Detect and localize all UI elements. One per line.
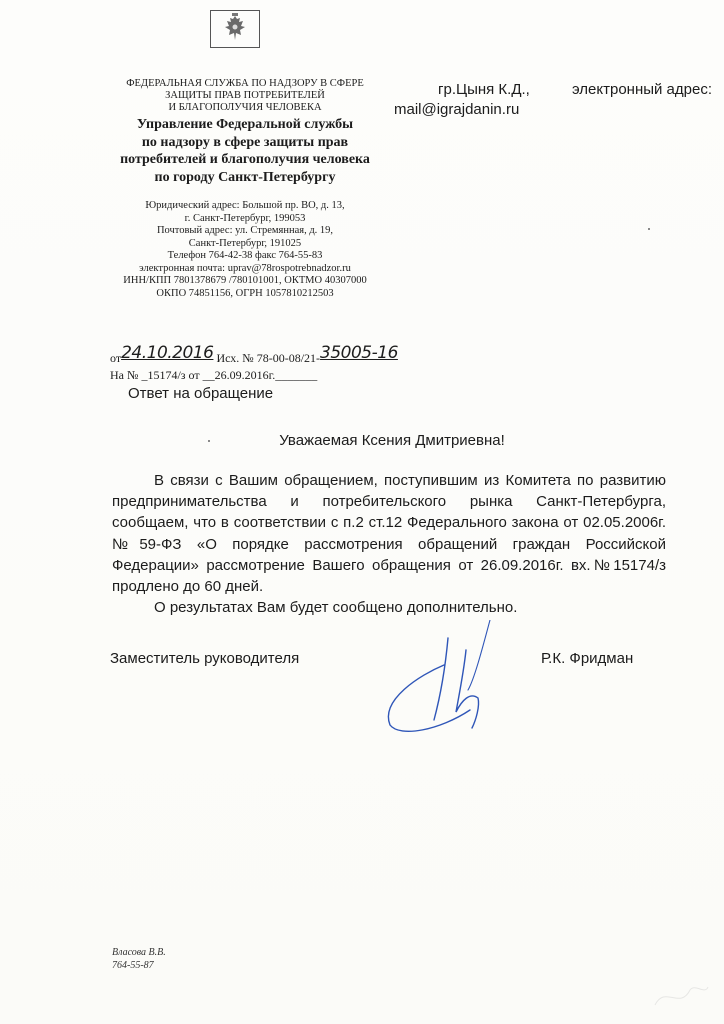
body-paragraph: О результатах Вам будет сообщено дополнительно. [154, 599, 518, 617]
agency-name [100, 78, 390, 114]
agency-line: И БЛАГОПОЛУЧИЯ ЧЕЛОВЕКА [168, 102, 322, 113]
outgoing-date: 24.10.2016 [121, 343, 214, 363]
salutation-text: Уважаемая Ксения Дмитриевна! [279, 432, 505, 449]
reference-registration [110, 368, 317, 383]
contact-line: ИНН/КПП 7801378679 /780101001, ОКТМО 40307000 [123, 275, 367, 286]
executor-info [112, 946, 166, 972]
scan-speck [648, 228, 650, 230]
letter-subject: Ответ на обращение [128, 385, 274, 402]
department-line: по городу Санкт-Петербургу [154, 169, 336, 185]
signatory-position: Заместитель руководителя [110, 650, 300, 667]
executor-name: Власова В.В. [112, 947, 166, 958]
faint-stamp-mark [650, 975, 710, 1015]
agency-line: ЗАЩИТЫ ПРАВ ПОТРЕБИТЕЛЕЙ [165, 90, 325, 101]
executor-phone: 764-55-87 [112, 960, 154, 971]
reference-number: _15174/з [141, 368, 186, 382]
contact-line: ОКПО 74851156, ОГРН 1057810212503 [156, 287, 334, 299]
sender-header [100, 78, 390, 300]
contact-line: Юридический адрес: Большой пр. ВО, д. 13, [145, 200, 345, 211]
reference-date-label: от [188, 368, 200, 382]
department-line: потребителей и благополучия человека [120, 152, 370, 167]
signatory-name: Р.К. Фридман [541, 650, 634, 667]
recipient-email-label: электронный адрес: [571, 81, 712, 98]
reference-date: __26.09.2016г._______ [202, 368, 318, 382]
handwritten-signature [370, 620, 510, 740]
sender-contacts [100, 200, 390, 300]
outgoing-registration [110, 343, 398, 367]
department-name [100, 116, 390, 186]
contact-line: Телефон 764-42-38 факс 764-55-83 [167, 250, 323, 261]
department-line: по надзору в сфере защиты прав [141, 134, 349, 150]
recipient-email: mail@igrajdanin.ru [394, 101, 520, 118]
recipient-block [394, 80, 712, 120]
outgoing-number-label: Исх. № 78-00-08/21- [216, 351, 321, 365]
body-paragraph: В связи с Вашим обращением, поступившим из Комитета по развитию предпринимательства и потребительского рынка Санкт-Петербурга, сообщаем, что в соответствии с п.2 ст.12 Федерального закона от 02.05.2006г. №59-ФЗ «О порядке рассмотрения обращений граждан Российской Федерации» рассмотрение Вашего обращения от 26.09.2016г. вх.№15174/з продлено до 60 дней. [112, 472, 666, 596]
from-prefix: от [110, 351, 122, 365]
reference-label: На № [110, 368, 139, 382]
contact-line: Санкт-Петербург, 191025 [188, 237, 302, 249]
salutation [0, 432, 724, 449]
outgoing-number: 35005-16 [320, 343, 398, 363]
department-line: Управление Федеральной службы [136, 117, 354, 132]
contact-line: Почтовый адрес: ул. Стремянная, д. 19, [156, 225, 334, 236]
recipient-name: гр.Цыня К.Д., [438, 81, 530, 98]
scan-speck [208, 440, 210, 442]
contact-line: электронная почта: uprav@78rospotrebnadzor.ru [139, 262, 351, 274]
agency-line: ФЕДЕРАЛЬНАЯ СЛУЖБА ПО НАДЗОРУ В СФЕРЕ [126, 78, 364, 89]
contact-line: г. Санкт-Петербург, 199053 [184, 212, 306, 224]
coat-of-arms-icon [210, 10, 260, 48]
letter-body [112, 470, 666, 618]
